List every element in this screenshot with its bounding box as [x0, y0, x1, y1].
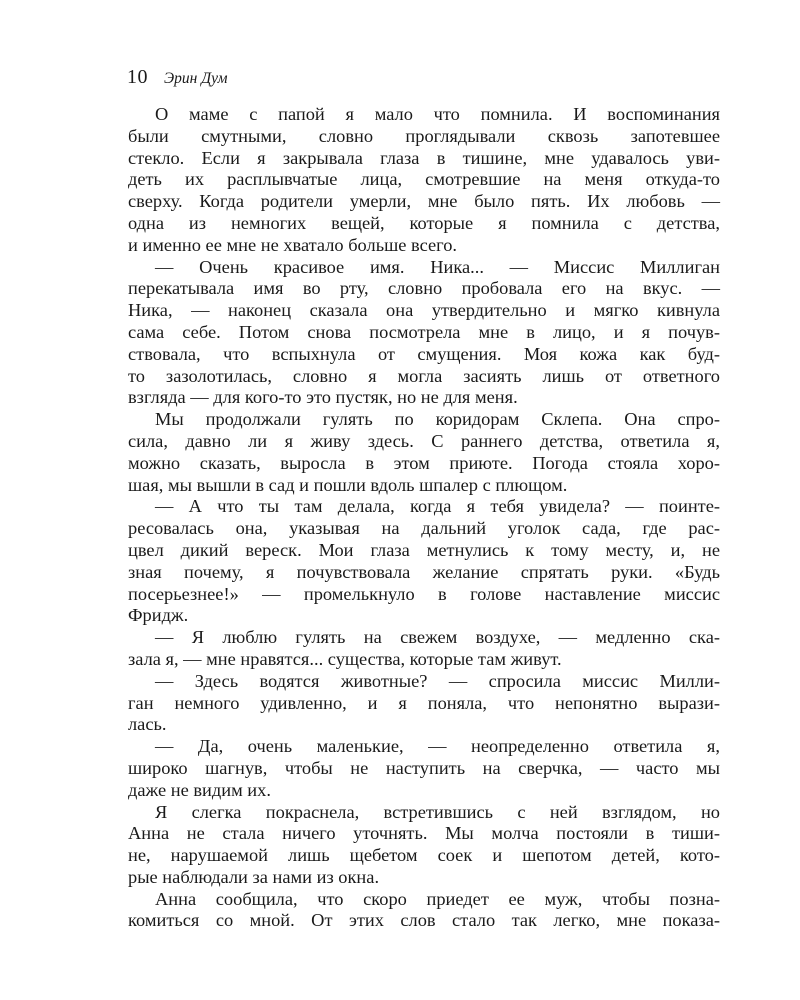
text-line: сила, давно ли я живу здесь. С раннего детства, ответила я, — [128, 430, 720, 451]
text-line: даже не видим их. — [128, 779, 271, 800]
text-line: — Очень красивое имя. Ника... — Миссис Миллиган — [155, 256, 720, 277]
text-line: Анна сообщила, что скоро приедет ее муж, чтобы позна- — [155, 888, 720, 909]
running-title-author: Эрин Дум — [164, 70, 228, 87]
paragraph — [128, 627, 720, 671]
text-line: Я слегка покраснела, встретившись с ней взглядом, но — [155, 801, 720, 822]
text-line: цвел дикий вереск. Мои глаза метнулись к тому месту, и, не — [128, 539, 720, 560]
paragraph — [128, 671, 720, 736]
text-line: Мы продолжали гулять по коридорам Склепа. Она спро- — [155, 409, 720, 430]
paragraph — [128, 496, 720, 627]
text-line: ствовала, что вспыхнула от смущения. Моя кожа как буд- — [128, 343, 720, 364]
text-line: одна из немногих вещей, которые я помнила с детства, — [128, 212, 720, 233]
text-line: перекатывала имя во рту, словно пробовала его на вкус. — — [128, 278, 720, 299]
text-line: посерьезнее!» — промелькнуло в голове наставление миссис — [128, 583, 720, 604]
text-line: стекло. Если я закрывала глаза в тишине, мне удавалось уви- — [128, 147, 720, 168]
paragraph — [128, 409, 720, 496]
text-line: можно сказать, выросла в этом приюте. Погода стояла хоро- — [128, 452, 720, 473]
paragraph — [128, 802, 720, 889]
paragraph — [128, 736, 720, 801]
paragraph — [128, 889, 720, 933]
text-line: Ника, — наконец сказала она утвердительно и мягко кивнула — [128, 300, 720, 321]
text-line: — А что ты там делала, когда я тебя увидела? — поинте- — [155, 496, 720, 517]
text-line: деть их расплывчатые лица, смотревшие на меня откуда-то — [128, 169, 720, 190]
text-line: ган немного удивленно, и я поняла, что непонятно вырази- — [128, 692, 720, 713]
text-line: сама себе. Потом снова посмотрела мне в лицо, и я почув- — [128, 321, 720, 342]
text-line: ресовалась она, указывая на дальний уголок сада, где рас- — [128, 518, 720, 539]
text-line: зная почему, я почувствовала желание спрятать руки. «Будь — [128, 561, 720, 582]
text-line: — Да, очень маленькие, — неопределенно ответила я, — [155, 736, 720, 757]
text-line: лась. — [128, 714, 167, 735]
text-line: Анна не стала ничего уточнять. Мы молча постояли в тиши- — [128, 823, 720, 844]
text-line: не, нарушаемой лишь щебетом соек и шепотом детей, кото- — [128, 845, 720, 866]
text-line: сверху. Когда родители умерли, мне было пять. Их любовь — — [128, 191, 720, 212]
text-line: взгляда — для кого-то это пустяк, но не для меня. — [128, 387, 518, 408]
text-line: и именно ее мне не хватало больше всего. — [128, 234, 458, 255]
page-number: 10 — [127, 66, 148, 88]
text-line: — Я люблю гулять на свежем воздухе, — медленно ска- — [155, 627, 720, 648]
page-header — [127, 66, 227, 89]
text-line: Фридж. — [128, 605, 189, 626]
body-text — [128, 104, 720, 932]
text-line: комиться со мной. От этих слов стало так легко, мне показа- — [128, 910, 720, 931]
text-line: О маме с папой я мало что помнила. И воспоминания — [155, 104, 720, 124]
text-line: — Здесь водятся животные? — спросила миссис Милли- — [155, 670, 720, 691]
paragraph — [128, 104, 720, 257]
paragraph — [128, 257, 720, 410]
text-line: шая, мы вышли в сад и пошли вдоль шпалер с плющом. — [128, 474, 568, 495]
text-line: то зазолотилась, словно я могла засиять лишь от ответного — [128, 365, 720, 386]
text-line: зала я, — мне нравятся... существа, которые там живут. — [128, 648, 562, 669]
text-line: рые наблюдали за нами из окна. — [128, 866, 380, 887]
text-line: широко шагнув, чтобы не наступить на сверчка, — часто мы — [128, 757, 720, 778]
text-line: были смутными, словно проглядывали сквозь запотевшее — [128, 125, 720, 146]
